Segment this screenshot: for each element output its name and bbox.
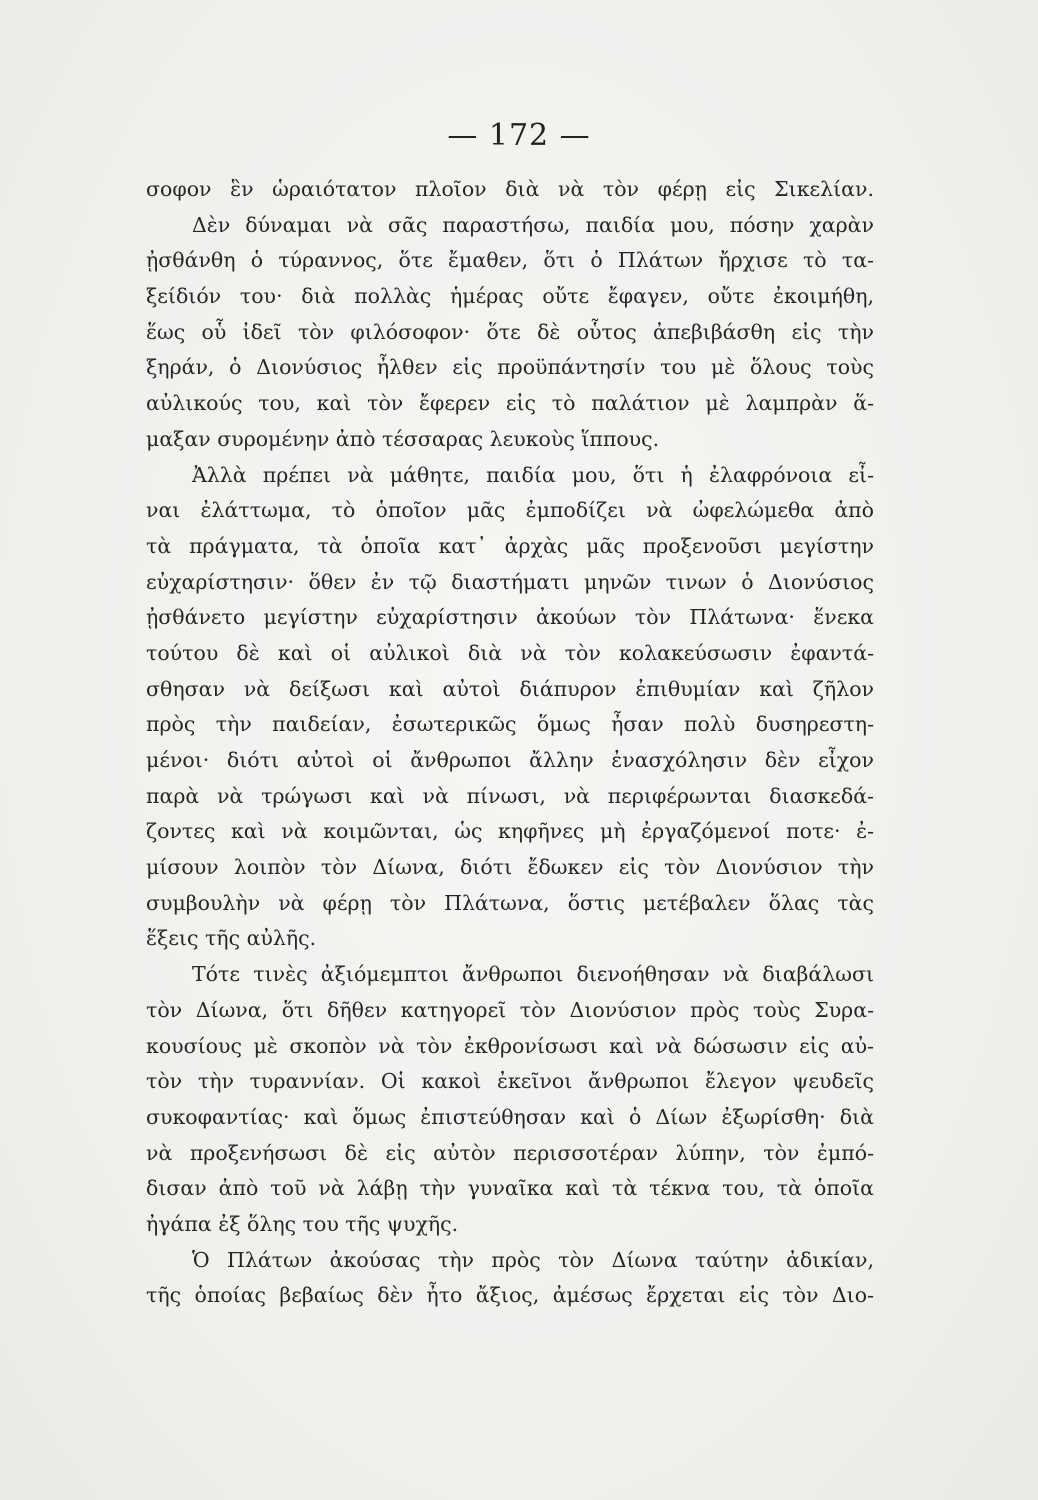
paragraph-start: Ὁ Πλάτων ἀκούσας τὴν πρὸς τὸν Δίωνα ταύτην ἀδικίαν, [192, 1247, 874, 1272]
text-line: δισαν ἀπὸ τοῦ νὰ λάβῃ τὴν γυναῖκα καὶ τὰ τέκνα του, τὰ ὁποῖα [146, 1176, 874, 1201]
text-line: συμβουλὴν νὰ φέρῃ τὸν Πλάτωνα, ὅστις μετέβαλεν ὅλας τὰς [146, 890, 874, 915]
paragraph-end: μαξαν συρομένην ἀπὸ τέσσαρας λευκοὺς ἵππους. [146, 426, 660, 451]
text-line: ἕως οὗ ἰδεῖ τὸν φιλόσοφον· ὅτε δὲ οὗτος ἀπεβιβάσθη εἰς τὴν [146, 319, 874, 344]
paragraph-end: ἕξεις τῆς αὐλῆς. [146, 926, 317, 951]
paragraph-start: Ἀλλὰ πρέπει νὰ μάθητε, παιδία μου, ὅτι ἡ ἐλαφρόνοια εἶ- [192, 462, 874, 487]
text-line: ᾐσθάνετο μεγίστην εὐχαρίστησιν ἀκούων τὸν Πλάτωνα· ἕνεκα [146, 605, 874, 630]
text-line: σθησαν νὰ δείξωσι καὶ αὐτοὶ διάπυρον ἐπιθυμίαν καὶ ζῆλον [146, 676, 874, 701]
page-number: — 172 — [447, 118, 591, 153]
text-line: κουσίους μὲ σκοπὸν νὰ τὸν ἐκθρονίσωσι καὶ νὰ δώσωσιν εἰς αὐ- [146, 1033, 874, 1058]
paragraph-start: Δὲν δύναμαι νὰ σᾶς παραστήσω, παιδία μου, πόσην χαρὰν [192, 212, 874, 237]
text-line: μένοι· διότι αὐτοὶ οἱ ἄνθρωποι ἄλλην ἐνασχόλησιν δὲν εἶχον [146, 748, 874, 772]
text-line: ζοντες καὶ νὰ κοιμῶνται, ὡς κηφῆνες μὴ ἐργαζόμενοί ποτε· ἐ- [146, 819, 874, 844]
text-line: τῆς ὁποίας βεβαίως δὲν ἦτο ἄξιος, ἀμέσως ἔρχεται εἰς τὸν Διο- [146, 1283, 874, 1308]
body-text [146, 172, 874, 1314]
text-line: τὸν τὴν τυραννίαν. Οἱ κακοὶ ἐκεῖνοι ἄνθρωποι ἔλεγον ψευδεῖς [146, 1069, 874, 1094]
text-line: παρὰ νὰ τρώγωσι καὶ νὰ πίνωσι, νὰ περιφέρωνται διασκεδά- [146, 783, 874, 808]
text-line: ξείδιόν του· διὰ πολλὰς ἡμέρας οὔτε ἔφαγεν, οὔτε ἐκοιμήθη, [146, 284, 874, 309]
text-line: εὐχαρίστησιν· ὅθεν ἐν τῷ διαστήματι μηνῶν τινων ὁ Διονύσιος [146, 569, 874, 594]
text-line: τὰ πράγματα, τὰ ὁποῖα κατ᾽ ἀρχὰς μᾶς προξενοῦσι μεγίστην [146, 533, 874, 558]
text-line: νὰ προξενήσωσι δὲ εἰς αὐτὸν περισσοτέραν λύπην, τὸν ἐμπό- [146, 1140, 874, 1165]
text-line: ξηράν, ὁ Διονύσιος ἦλθεν εἰς προϋπάντησίν του μὲ ὅλους τοὺς [146, 355, 874, 380]
text-line: τὸν Δίωνα, ὅτι δῆθεν κατηγορεῖ τὸν Διονύσιον πρὸς τοὺς Συρα- [146, 997, 874, 1022]
text-line: τούτου δὲ καὶ οἱ αὐλικοὶ διὰ νὰ τὸν κολακεύσωσιν ἐφαντά- [146, 640, 874, 665]
paragraph-start: Τότε τινὲς ἀξιόμεμπτοι ἄνθρωποι διενοήθησαν νὰ διαβάλωσι [192, 962, 874, 987]
text-line: συκοφαντίας· καὶ ὅμως ἐπιστεύθησαν καὶ ὁ Δίων ἐξωρίσθη· διὰ [146, 1104, 874, 1129]
text-line: μίσουν λοιπὸν τὸν Δίωνα, διότι ἔδωκεν εἰς τὸν Διονύσιον τὴν [146, 855, 874, 880]
text-line: ᾐσθάνθη ὁ τύραννος, ὅτε ἔμαθεν, ὅτι ὁ Πλάτων ἤρχισε τὸ τα- [146, 248, 874, 273]
paragraph-end: ἠγάπα ἐξ ὅλης του τῆς ψυχῆς. [146, 1211, 459, 1236]
text-line: ναι ἐλάττωμα, τὸ ὁποῖον μᾶς ἐμποδίζει νὰ ὠφελώμεθα ἀπὸ [146, 498, 874, 523]
text-line: αὐλικούς του, καὶ τὸν ἔφερεν εἰς τὸ παλάτιον μὲ λαμπρὰν ἅ- [146, 391, 874, 416]
text-line: σοφον ἓν ὡραιότατον πλοῖον διὰ νὰ τὸν φέρῃ εἰς Σικελίαν. [146, 177, 874, 201]
text-line: πρὸς τὴν παιδείαν, ἐσωτερικῶς ὅμως ἦσαν πολὺ δυσηρεστη- [146, 712, 874, 737]
